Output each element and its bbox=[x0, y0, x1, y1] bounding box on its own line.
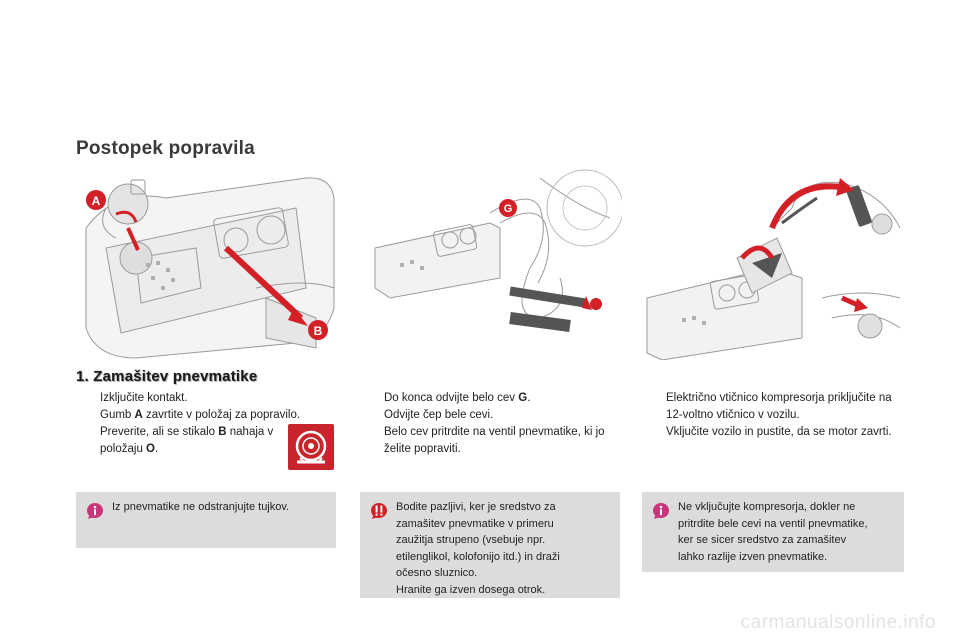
illustration-power-plug bbox=[642, 168, 904, 360]
note-line: Hranite ga izven dosega otrok. bbox=[396, 583, 546, 596]
tire-repair-icon bbox=[288, 424, 334, 470]
list-item: Preverite, ali se stikalo B nahaja v položaju O. bbox=[100, 426, 274, 455]
illustration-knob-and-switch bbox=[76, 168, 338, 360]
section-title: 1. Zamašitev pnevmatike bbox=[76, 368, 258, 385]
note-line: lahko razlije izven pnevmatike. bbox=[678, 550, 828, 563]
instructions-column-2 bbox=[360, 390, 622, 458]
list-item: Gumb A zavrtite v položaj za popravilo. bbox=[100, 409, 301, 421]
note-line: Bodite pazljivi, ker je sredstvo za bbox=[396, 501, 556, 513]
list-item: Električno vtičnico kompresorja priključite na 12-voltno vtičnico v vozilu. bbox=[666, 392, 892, 421]
compressor-drawing-b bbox=[360, 168, 622, 360]
callout-b-label: B bbox=[313, 324, 323, 338]
note-line: ker se sicer sredstvo za zamašitev bbox=[678, 534, 847, 546]
instructions-column-3 bbox=[642, 390, 904, 441]
note-line: zaužitja strupeno (vsebuje npr. bbox=[396, 534, 546, 546]
list-item: Vključite vozilo in pustite, da se motor zavrti. bbox=[666, 426, 892, 438]
list-item: Izključite kontakt. bbox=[100, 392, 188, 404]
list-item: Belo cev pritrdite na ventil pnevmatike, ki jo želite popraviti. bbox=[384, 426, 605, 455]
callout-g-label: G bbox=[503, 203, 513, 215]
callout-a-label: A bbox=[91, 194, 101, 208]
page-title: Postopek popravila bbox=[76, 138, 255, 159]
note-line: Ne vključujte kompresorja, dokler ne bbox=[678, 501, 856, 513]
info-note-box bbox=[76, 492, 336, 548]
illustration-hose bbox=[360, 168, 622, 360]
list-item: Odvijte čep bele cevi. bbox=[384, 409, 494, 421]
watermark: carmanualsonline.info bbox=[740, 612, 936, 633]
warning-icon bbox=[370, 502, 388, 520]
note-text: Iz pnevmatike ne odstranjujte tujkov. bbox=[112, 501, 290, 513]
note-line: etilenglikol, kolofonijo itd.) in draži bbox=[396, 550, 560, 563]
compressor-drawing-c bbox=[642, 168, 904, 360]
list-item: Do konca odvijte belo cev G. bbox=[384, 392, 531, 404]
info-icon bbox=[652, 502, 670, 520]
info-note-box bbox=[642, 492, 904, 572]
note-line: zamašitev pnevmatike v primeru bbox=[396, 517, 554, 530]
compressor-drawing-a bbox=[76, 168, 338, 360]
info-icon bbox=[86, 502, 104, 520]
note-line: pritrdite bele cevi na ventil pnevmatike, bbox=[678, 517, 868, 530]
note-line: očesno sluznico. bbox=[396, 567, 478, 579]
warning-note-box bbox=[360, 492, 620, 598]
